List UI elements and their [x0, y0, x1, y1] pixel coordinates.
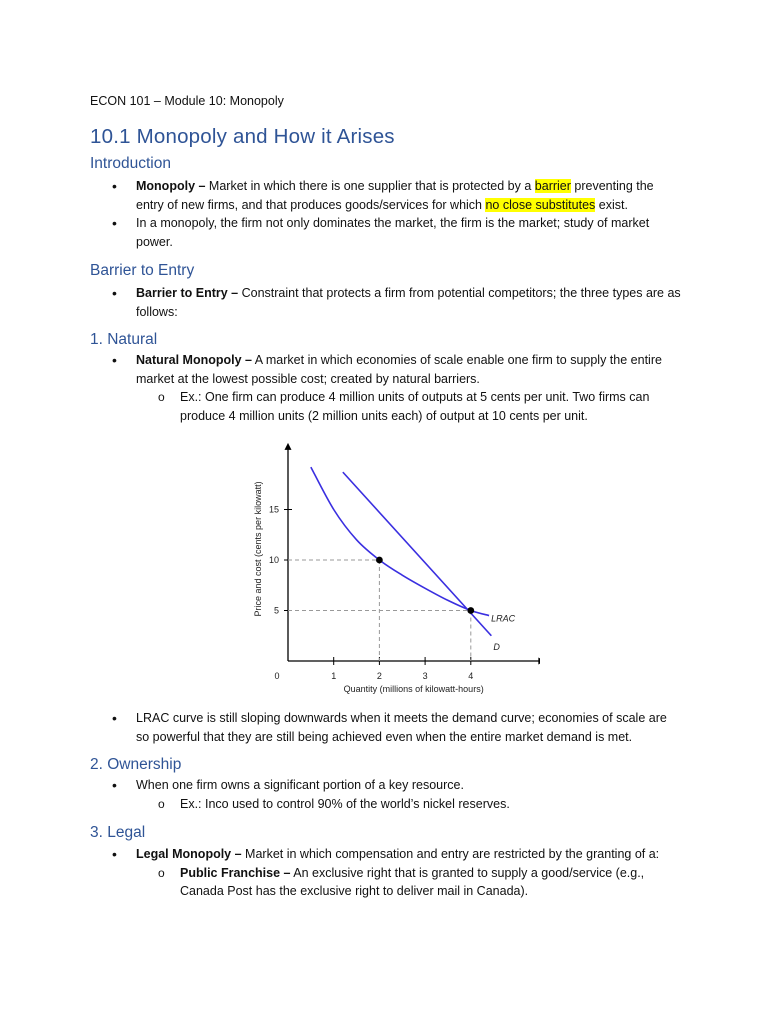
list-item: • Legal Monopoly – Market in which compensation and entry are restricted by the granting of a:	[108, 845, 683, 864]
list-item: • When one firm owns a significant portion of a key resource.	[108, 776, 683, 795]
heading-ownership: 2. Ownership	[90, 756, 182, 773]
x-tick-label: 1	[331, 671, 337, 681]
barrier-list	[108, 284, 683, 321]
x-tick-label: 3	[422, 671, 428, 681]
heading-introduction: Introduction	[90, 155, 171, 172]
term: Barrier to Entry –	[136, 286, 239, 300]
highlight: no close substitutes	[485, 197, 596, 212]
sub-list-item: o Ex.: One firm can produce 4 million units of outputs at 5 cents per unit. Two firms can produce 4 million units (2 million units each) of output at 10 cents per unit.	[108, 388, 683, 425]
equilibrium-point	[467, 607, 474, 614]
chart-svg	[240, 432, 540, 700]
list-item: • In a monopoly, the firm not only dominates the market, the firm is the market; study of market power.	[108, 214, 683, 251]
highlight: barrier	[534, 179, 571, 193]
series-lrac-curve	[311, 467, 489, 615]
y-tick-label: 15	[268, 504, 279, 515]
x-axis-arrow	[538, 658, 540, 665]
heading-barrier-to-entry: Barrier to Entry	[90, 262, 195, 279]
series-d-label: D	[493, 641, 500, 652]
series-lrac-label: LRAC	[491, 613, 516, 624]
equilibrium-point	[376, 557, 383, 564]
x-tick-label: 2	[376, 671, 382, 681]
x-tick-label: 4	[468, 671, 474, 681]
lrac-demand-chart	[240, 432, 540, 700]
list-item: • Monopoly – Market in which there is one supplier that is protected by a barrier preventing the entry of new firms, and that produces goods/services for which no close substitutes exist.	[108, 177, 683, 214]
ownership-list	[108, 776, 683, 813]
sub-list-item: o Public Franchise – An exclusive right that is granted to supply a good/service (e.g., Canada Post has the exclusive right to deliver mail in Canada).	[108, 864, 683, 901]
sub-list-item: o Ex.: Inco used to control 90% of the world’s nickel reserves.	[108, 795, 683, 814]
natural-list	[108, 351, 683, 425]
section-title: 10.1 Monopoly and How it Arises	[90, 125, 395, 148]
list-item: • LRAC curve is still sloping downwards when it meets the demand curve; economies of scale are so powerful that they are still being achieved even when the entire market demand is met.	[108, 709, 683, 746]
legal-list	[108, 845, 683, 901]
term: Public Franchise –	[180, 865, 291, 880]
list-item: • Natural Monopoly – A market in which economies of scale enable one firm to supply the entire market at the lowest possible cost; created by natural barriers.	[108, 351, 683, 388]
y-axis-title: Price and cost (cents per kilowatt)	[253, 481, 263, 617]
term: Legal Monopoly –	[136, 847, 242, 861]
y-tick-label: 5	[273, 605, 279, 616]
natural-after-list	[108, 709, 683, 746]
introduction-list	[108, 177, 683, 251]
term: Monopoly –	[136, 179, 206, 193]
x-axis-title: Quantity (millions of kilowatt-hours)	[343, 684, 484, 694]
heading-legal: 3. Legal	[90, 824, 146, 841]
x-tick-label: 0	[274, 671, 280, 681]
course-title: ECON 101 – Module 10: Monopoly	[90, 94, 284, 108]
list-item: • Barrier to Entry – Constraint that protects a firm from potential competitors; the three types are as follows:	[108, 284, 683, 321]
y-axis-arrow	[285, 443, 292, 450]
y-tick-label: 10	[268, 555, 279, 565]
term: Natural Monopoly –	[136, 353, 252, 367]
heading-natural: 1. Natural	[90, 331, 158, 348]
